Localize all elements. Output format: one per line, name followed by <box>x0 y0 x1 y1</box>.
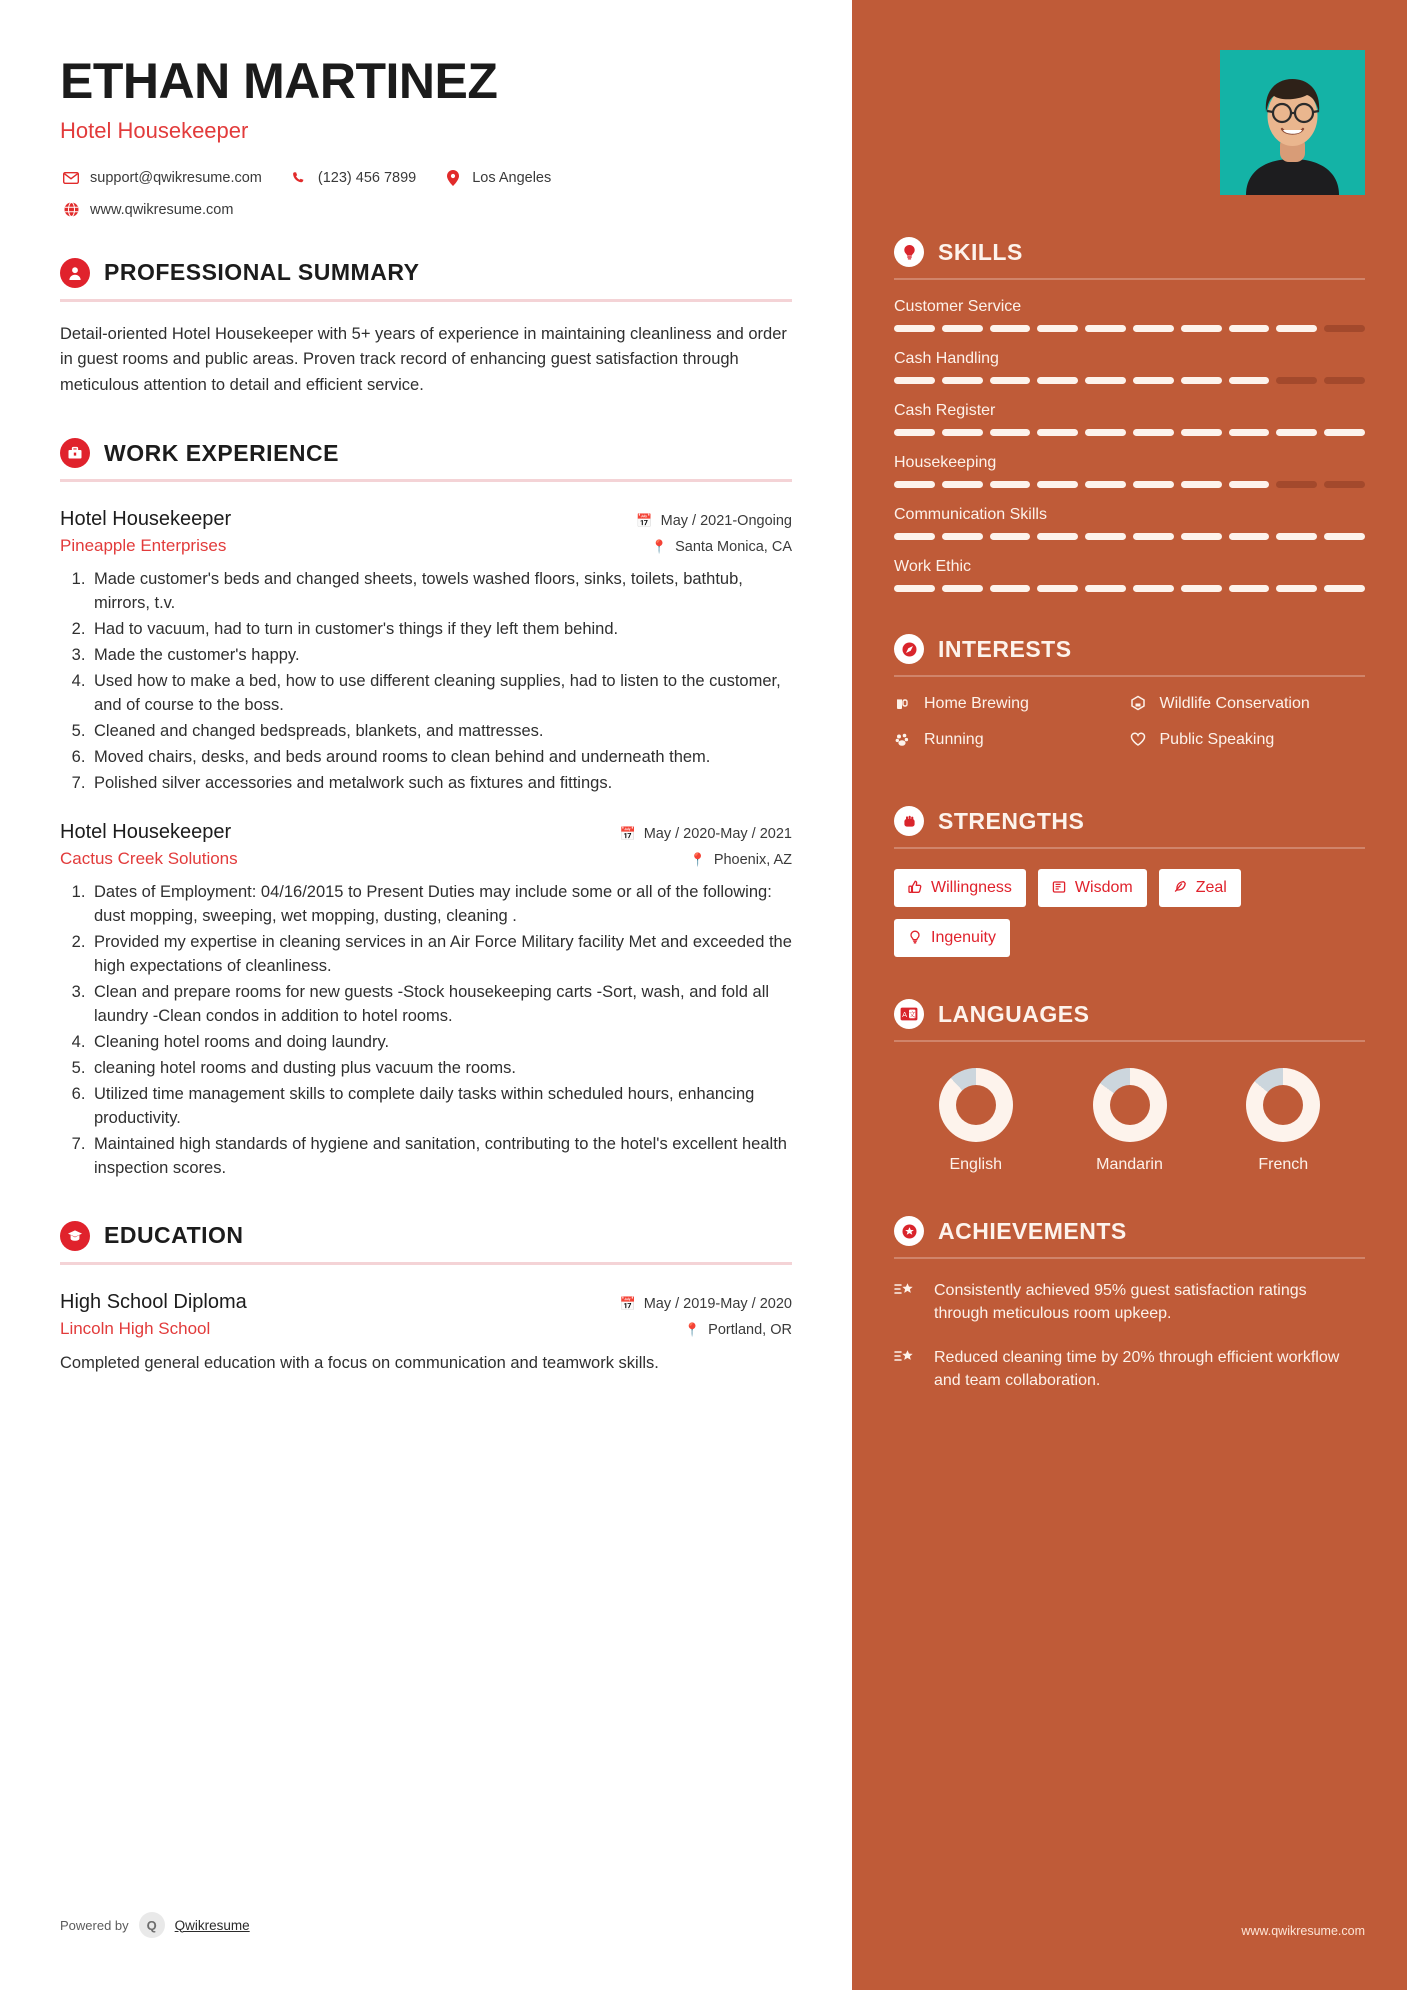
lightbulb-icon <box>894 237 924 267</box>
school-name: Lincoln High School <box>60 1318 211 1338</box>
job-location-text: Phoenix, AZ <box>713 852 792 869</box>
skill-item <box>894 558 1365 592</box>
calendar-icon: 📅 <box>636 513 653 529</box>
skill-level-segment <box>1085 533 1126 540</box>
skill-level-segment <box>942 533 983 540</box>
skill-item <box>894 350 1365 384</box>
skill-item <box>894 506 1365 540</box>
ribbon-star-icon <box>894 1348 924 1392</box>
work-entry-top <box>60 508 792 531</box>
skill-item <box>894 298 1365 332</box>
language-donut-chart <box>1093 1068 1167 1142</box>
job-dates-text: May / 2021-Ongoing <box>660 513 792 530</box>
skill-level-segment <box>990 429 1031 436</box>
job-dates <box>620 826 793 842</box>
list-item: 6. Moved chairs, desks, and beds around rooms to clean behind and underneath them. <box>90 746 792 770</box>
skill-level-segment <box>1276 481 1317 488</box>
strengths-list <box>894 869 1365 957</box>
skill-level-segment <box>1324 429 1365 436</box>
sidebar-site-url: www.qwikresume.com <box>1241 1924 1365 1938</box>
list-item: 4. Cleaning hotel rooms and doing laundry. <box>90 1031 792 1055</box>
skill-level-segment <box>894 429 935 436</box>
contact-website-text: www.qwikresume.com <box>90 201 234 218</box>
section-title-summary: PROFESSIONAL SUMMARY <box>104 259 420 285</box>
job-location <box>651 539 792 555</box>
email-icon <box>60 172 82 184</box>
skill-level-segment <box>1324 585 1365 592</box>
phone-icon <box>288 171 310 185</box>
compass-icon <box>894 634 924 664</box>
svg-text:A: A <box>902 1010 908 1020</box>
education-entry-top <box>60 1291 792 1314</box>
skill-level-segment <box>1324 325 1365 332</box>
work-entry-top <box>60 821 792 844</box>
skill-level-segment <box>1229 325 1270 332</box>
contact-phone-text: (123) 456 7899 <box>317 169 417 186</box>
strength-chip <box>894 869 1026 907</box>
graduation-icon <box>60 1221 90 1251</box>
strength-chip <box>1038 869 1147 907</box>
skill-level-segment <box>1276 585 1317 592</box>
skill-level-segment <box>1276 325 1317 332</box>
skill-level-segment <box>1181 533 1222 540</box>
skill-level-bar <box>894 533 1365 540</box>
section-rule <box>894 675 1365 677</box>
section-rule <box>60 299 792 302</box>
skill-level-segment <box>990 585 1031 592</box>
achievement-text: Consistently achieved 95% guest satisfaction ratings through meticulous room upkeep. <box>934 1282 1307 1323</box>
section-header-work <box>60 438 792 468</box>
skill-level-segment <box>1037 325 1078 332</box>
section-header-skills <box>894 237 1365 267</box>
skill-level-segment <box>1229 481 1270 488</box>
brewing-icon <box>894 695 918 714</box>
skill-label: Cash Register <box>894 402 996 419</box>
education-location-text: Portland, OR <box>708 1321 792 1338</box>
contact-email-text: support@qwikresume.com <box>90 169 262 186</box>
section-header-interests <box>894 634 1365 664</box>
svg-text:文: 文 <box>908 1011 916 1019</box>
section-header-summary <box>60 258 792 288</box>
skill-level-segment <box>1276 533 1317 540</box>
resume-sidebar <box>852 0 1407 1990</box>
contact-block <box>60 170 792 218</box>
achievement-item <box>894 1279 1365 1325</box>
skill-level-segment <box>894 377 935 384</box>
skill-level-bar <box>894 377 1365 384</box>
job-dates <box>636 513 792 529</box>
languages-list <box>894 1068 1365 1174</box>
skill-level-segment <box>1133 429 1174 436</box>
skill-level-segment <box>1133 585 1174 592</box>
fist-icon <box>894 806 924 836</box>
job-location-text: Santa Monica, CA <box>675 539 792 556</box>
skill-level-segment <box>1229 533 1270 540</box>
skill-level-segment <box>1229 429 1270 436</box>
map-marker-icon: 📍 <box>689 852 706 868</box>
contact-location <box>442 170 551 186</box>
education-location <box>684 1322 792 1338</box>
list-item: 7. Maintained high standards of hygiene and sanitation, contributing to the hotel's excellent health inspection scores. <box>90 1133 792 1181</box>
avatar <box>1220 50 1365 195</box>
skill-level-segment <box>1324 481 1365 488</box>
star-badge-icon <box>894 1216 924 1246</box>
interest-label: Running <box>924 730 984 748</box>
skill-level-segment <box>894 533 935 540</box>
contact-line-1 <box>60 170 792 186</box>
section-header-education <box>60 1221 792 1251</box>
location-pin-icon <box>442 170 464 186</box>
list-item: 7. Polished silver accessories and metalwork such as fixtures and fittings. <box>90 772 792 796</box>
job-company: Pineapple Enterprises <box>60 536 227 556</box>
qwikresume-brand-link[interactable]: Qwikresume <box>174 1917 250 1933</box>
skill-level-segment <box>1229 377 1270 384</box>
section-title-work: WORK EXPERIENCE <box>104 439 339 466</box>
language-item <box>900 1068 1051 1174</box>
briefcase-icon <box>60 438 90 468</box>
skill-level-segment <box>894 325 935 332</box>
interest-item <box>894 693 1130 715</box>
strength-label: Ingenuity <box>931 929 996 947</box>
candidate-role: Hotel Housekeeper <box>60 117 249 143</box>
summary-text: Detail-oriented Hotel Housekeeper with 5+ years of experience in maintaining cleanliness and order in guest rooms and public areas. Proven track record of enhancing guest satisfaction through meticulous attention to detail and efficient service. <box>60 324 787 394</box>
achievement-text: Reduced cleaning time by 20% through efficient workflow and team collaboration. <box>934 1348 1340 1389</box>
skill-level-segment <box>1037 481 1078 488</box>
bulb-icon <box>908 930 922 947</box>
strength-label: Wisdom <box>1074 879 1133 897</box>
skill-level-segment <box>990 481 1031 488</box>
section-rule <box>894 1040 1365 1042</box>
skill-level-bar <box>894 325 1365 332</box>
section-title-education: EDUCATION <box>104 1222 244 1249</box>
list-item: 2. Had to vacuum, had to turn in customer's things if they left them behind. <box>90 618 792 642</box>
translate-icon <box>894 999 924 1029</box>
language-label: French <box>1258 1156 1309 1174</box>
work-entry <box>60 508 792 795</box>
section-title-achievements: ACHIEVEMENTS <box>938 1217 1127 1244</box>
skill-level-bar <box>894 429 1365 436</box>
skill-level-segment <box>1085 325 1126 332</box>
education-dates <box>620 1296 793 1312</box>
contact-location-text: Los Angeles <box>472 169 552 186</box>
contact-line-2 <box>60 202 792 218</box>
list-item: 6. Utilized time management skills to complete daily tasks within scheduled hours, enhancing productivity. <box>90 1083 792 1131</box>
skill-level-segment <box>990 533 1031 540</box>
work-entry-sub <box>60 531 792 556</box>
section-header-strengths <box>894 806 1365 836</box>
skill-item <box>894 402 1365 436</box>
skill-level-segment <box>942 429 983 436</box>
education-dates-text: May / 2019-May / 2020 <box>643 1295 792 1312</box>
skill-level-segment <box>1133 325 1174 332</box>
interest-label: Public Speaking <box>1159 730 1275 748</box>
language-item <box>1054 1068 1205 1174</box>
skill-level-segment <box>1276 377 1317 384</box>
skill-level-segment <box>942 325 983 332</box>
education-entry <box>60 1291 792 1376</box>
list-item: 1. Made customer's beds and changed sheets, towels washed floors, sinks, toilets, bathtub, mirrors, t.v. <box>90 568 792 616</box>
powered-by-label: Powered by <box>60 1917 129 1933</box>
section-title-skills: SKILLS <box>938 238 1023 265</box>
wildlife-icon <box>1130 695 1154 714</box>
language-donut-chart <box>1246 1068 1320 1142</box>
job-title: Hotel Housekeeper <box>60 821 232 844</box>
skill-level-segment <box>1181 481 1222 488</box>
job-duty-list <box>90 881 792 1180</box>
interests-list <box>894 693 1365 764</box>
interest-item <box>1130 693 1366 715</box>
powered-by-footer <box>60 1912 250 1938</box>
education-entry-sub <box>60 1314 792 1339</box>
skill-level-segment <box>1324 533 1365 540</box>
skill-level-segment <box>1133 377 1174 384</box>
skill-level-bar <box>894 481 1365 488</box>
skill-level-segment <box>1133 481 1174 488</box>
skill-level-segment <box>942 481 983 488</box>
calendar-icon: 📅 <box>619 826 636 842</box>
skill-level-segment <box>1037 377 1078 384</box>
work-entry <box>60 821 792 1180</box>
achievement-item <box>894 1346 1365 1392</box>
work-entry-sub <box>60 844 792 869</box>
section-rule <box>894 1257 1365 1259</box>
list-item: 3. Made the customer's happy. <box>90 644 792 668</box>
skill-level-segment <box>1133 533 1174 540</box>
education-description: Completed general education with a focus on communication and teamwork skills. <box>60 1353 659 1372</box>
interest-label: Home Brewing <box>924 695 1029 712</box>
language-label: English <box>949 1156 1002 1174</box>
job-location <box>690 852 792 868</box>
interest-item <box>1130 729 1366 751</box>
section-rule <box>60 479 792 482</box>
book-icon <box>1052 880 1066 897</box>
interest-item <box>894 729 1130 751</box>
language-item <box>1208 1068 1359 1174</box>
job-title: Hotel Housekeeper <box>60 508 232 531</box>
section-title-strengths: STRENGTHS <box>938 807 1085 834</box>
skill-level-segment <box>1181 377 1222 384</box>
skill-level-segment <box>1324 377 1365 384</box>
map-marker-icon: 📍 <box>650 539 668 555</box>
skill-level-segment <box>1181 429 1222 436</box>
skill-level-segment <box>1037 585 1078 592</box>
strength-label: Willingness <box>931 879 1012 897</box>
achievements-list <box>894 1279 1365 1392</box>
skill-level-segment <box>1276 429 1317 436</box>
skill-label: Customer Service <box>894 298 1022 315</box>
skill-level-segment <box>1085 429 1126 436</box>
skill-level-segment <box>1085 481 1126 488</box>
list-item: 3. Clean and prepare rooms for new guests -Stock housekeeping carts -Sort, wash, and fold all laundry -Clean condos in addition to hotel rooms. <box>90 981 792 1029</box>
skill-label: Cash Handling <box>894 350 999 367</box>
skills-list <box>894 298 1365 592</box>
skill-level-segment <box>1085 377 1126 384</box>
skill-level-segment <box>1229 585 1270 592</box>
skill-level-segment <box>942 585 983 592</box>
list-item: 1. Dates of Employment: 04/16/2015 to Present Duties may include some or all of the following: dust mopping, sweeping, wet mopping, dusting, cleaning . <box>90 881 792 929</box>
section-header-languages <box>894 999 1365 1029</box>
calendar-icon: 📅 <box>619 1295 636 1311</box>
strength-chip <box>1159 869 1241 907</box>
skill-level-segment <box>1085 585 1126 592</box>
strength-label: Zeal <box>1195 879 1227 897</box>
strength-chip <box>894 919 1010 957</box>
skill-label: Housekeeping <box>894 454 997 471</box>
section-title-languages: LANGUAGES <box>938 1000 1090 1027</box>
globe-icon <box>60 202 82 217</box>
contact-email[interactable] <box>60 170 262 186</box>
candidate-name: ETHAN MARTINEZ <box>60 53 498 109</box>
skill-level-segment <box>1181 585 1222 592</box>
ribbon-star-icon <box>894 1281 924 1325</box>
skill-level-segment <box>894 585 935 592</box>
skill-level-segment <box>1037 533 1078 540</box>
section-rule <box>894 847 1365 849</box>
skill-label: Communication Skills <box>894 506 1047 523</box>
skill-level-bar <box>894 585 1365 592</box>
skill-label: Work Ethic <box>894 558 972 575</box>
list-item: 5. cleaning hotel rooms and dusting plus vacuum the rooms. <box>90 1057 792 1081</box>
speaking-icon <box>1130 731 1154 750</box>
thumbs-up-icon <box>908 880 922 897</box>
degree-title: High School Diploma <box>60 1290 247 1313</box>
section-rule <box>894 278 1365 280</box>
section-rule <box>60 1262 792 1265</box>
skill-level-segment <box>990 377 1031 384</box>
qwikresume-logo-icon: Q <box>139 1912 165 1938</box>
person-icon <box>60 258 90 288</box>
list-item: 4. Used how to make a bed, how to use different cleaning supplies, had to listen to the customer, and of course to the boss. <box>90 670 792 718</box>
running-icon <box>894 731 918 750</box>
map-marker-icon: 📍 <box>683 1321 701 1337</box>
section-header-achievements <box>894 1216 1365 1246</box>
section-title-interests: INTERESTS <box>938 635 1072 662</box>
language-donut-chart <box>939 1068 1013 1142</box>
list-item: 5. Cleaned and changed bedspreads, blankets, and mattresses. <box>90 720 792 744</box>
skill-level-segment <box>894 481 935 488</box>
skill-level-segment <box>1037 429 1078 436</box>
job-dates-text: May / 2020-May / 2021 <box>643 826 792 843</box>
list-item: 2. Provided my expertise in cleaning services in an Air Force Military facility Met and exceeded the high expectations of cleanliness. <box>90 931 792 979</box>
feather-icon <box>1173 880 1187 897</box>
contact-website[interactable] <box>60 202 233 218</box>
skill-level-segment <box>942 377 983 384</box>
job-duty-list <box>90 568 792 795</box>
job-company: Cactus Creek Solutions <box>60 849 238 869</box>
language-label: Mandarin <box>1096 1156 1163 1174</box>
skill-level-segment <box>1181 325 1222 332</box>
skill-level-segment <box>990 325 1031 332</box>
contact-phone[interactable] <box>288 170 416 186</box>
skill-item <box>894 454 1365 488</box>
interest-label: Wildlife Conservation <box>1159 695 1310 712</box>
